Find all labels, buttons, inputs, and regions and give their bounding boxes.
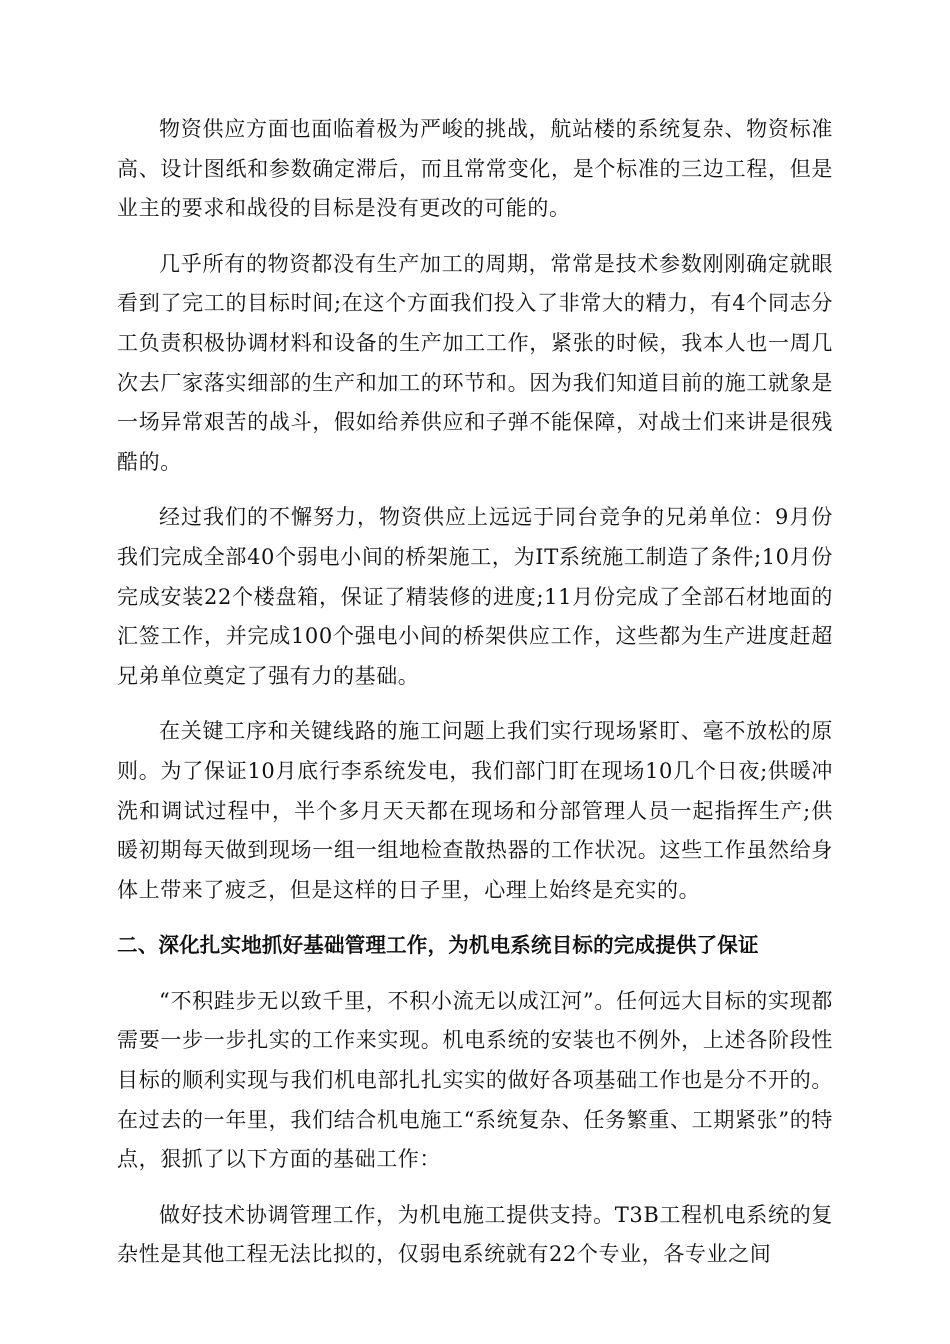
document-body [117,110,833,1291]
paragraph-key-process-supervision: 在关键工序和关键线路的施工问题上我们实行现场紧盯、毫不放松的原则。为了保证10月底行李系统发电，我们部门盯在现场10几个日夜;供暖冲洗和调试过程中，半个多月天天都在现场和分部管理人员一起指挥生产;供暖初期每天做到现场一组一组地检查散热器的工作状况。这些工作虽然给身体上带来了疲乏，但是这样的日子里，心理上始终是充实的。 [117,719,833,902]
paragraph-foundation-work: “不积跬步无以致千里，不积小流无以成江河”。任何远大目标的实现都需要一步一步扎实的工作来实现。机电系统的安装也不例外，上述各阶段性目标的顺利实现与我们机电部扎扎实实的做好各项基础工作也是分不开的。在过去的一年里，我们结合机电施工“系统复杂、任务繁重、工期紧张”的特点，狠抓了以下方面的基础工作： [117,988,833,1172]
paragraph-supply-achievements: 经过我们的不懈努力，物资供应上远远于同台竞争的兄弟单位：9月份我们完成全部40个弱电小间的桥架施工，为IT系统施工制造了条件;10月份完成安装22个楼盘箱，保证了精装修的进度;11月份完成了全部石材地面的汇签工作，并完成100个强电小间的桥架供应工作，这些都为生产进度赶超兄弟单位奠定了强有力的基础。 [117,505,833,688]
section-heading: 二、深化扎实地抓好基础管理工作，为机电系统目标的完成提供了保证 [117,933,759,958]
paragraph-technical-coordination: 做好技术协调管理工作，为机电施工提供支持。T3B工程机电系统的复杂性是其他工程无法比拟的，仅弱电系统就有22个专业，各专业之间 [117,1202,833,1267]
paragraph-material-supply-challenge: 物资供应方面也面临着极为严峻的挑战，航站楼的系统复杂、物资标准高、设计图纸和参数确定滞后，而且常常变化，是个标准的三边工程，但是业主的要求和战役的目标是没有更改的可能的。 [117,117,833,221]
paragraph-production-cycle: 几乎所有的物资都没有生产加工的周期，常常是技术参数刚刚确定就眼看到了完工的目标时间;在这个方面我们投入了非常大的精力，有4个同志分工负责积极协调材料和设备的生产加工工作，紧张的时候，我本人也一周几次去厂家落实细部的生产和加工的环节和。因为我们知道目前的施工就象是一场异常艰苦的战斗，假如给养供应和子弹不能保障，对战士们来讲是很残酷的。 [117,251,833,474]
